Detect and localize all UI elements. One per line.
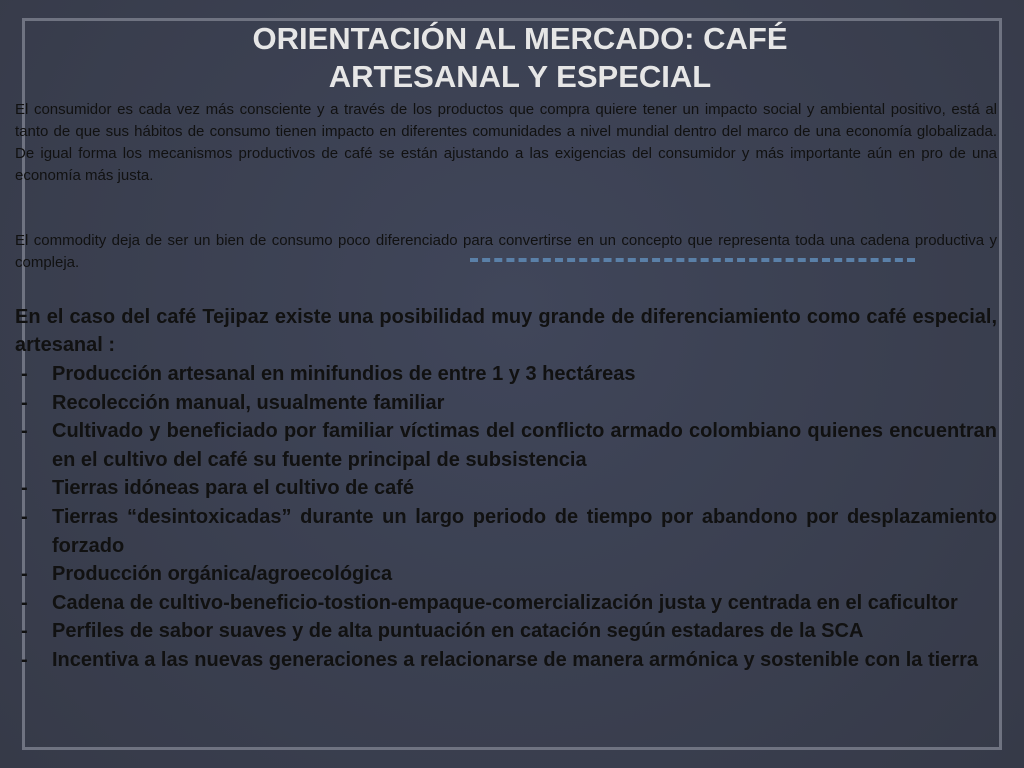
slide-title — [120, 20, 920, 96]
list-item — [15, 360, 997, 389]
paragraph-commodity: El commodity deja de ser un bien de consumo poco diferenciado para convertirse en un concepto que representa toda una cadena productiva y compleja. — [15, 232, 997, 271]
list-item — [15, 503, 997, 560]
list-item-text: Producción orgánica/agroecológica — [52, 563, 393, 586]
list-item-text: Incentiva a las nuevas generaciones a relacionarse de manera armónica y sostenible con la tierra — [52, 648, 978, 671]
list-item — [15, 474, 997, 503]
list-item-text: Tierras idóneas para el cultivo de café — [52, 477, 415, 500]
list-item — [15, 560, 997, 589]
bullet-dash: - — [21, 620, 28, 643]
title-line-2: ARTESANAL Y ESPECIAL — [328, 59, 712, 94]
bullet-dash: - — [21, 563, 28, 586]
list-item — [15, 589, 997, 618]
title-line-1: ORIENTACIÓN AL MERCADO: CAFÉ — [252, 21, 788, 56]
bullet-dash: - — [21, 391, 28, 414]
list-item-text: Recolección manual, usualmente familiar — [52, 391, 445, 414]
bullet-dash: - — [21, 505, 28, 528]
list-item — [15, 617, 997, 646]
feature-list — [15, 360, 997, 675]
dashed-divider — [470, 258, 915, 262]
list-item-text: Cultivado y beneficiado por familiar víctimas del conflicto armado colombiano quienes encuentran en el cultivo del café su fuente principal de subsistencia — [52, 420, 997, 471]
list-item — [15, 417, 997, 474]
intro-heading: En el caso del café Tejipaz existe una posibilidad muy grande de diferenciamiento como café especial, artesanal : — [15, 306, 997, 356]
bullet-dash: - — [21, 591, 28, 614]
list-item-text: Perfiles de sabor suaves y de alta puntuación en catación según estadares de la SCA — [52, 620, 864, 643]
bullet-dash: - — [21, 648, 28, 671]
list-item-text: Tierras “desintoxicadas” durante un largo periodo de tiempo por abandono por desplazamiento forzado — [52, 505, 997, 557]
bullet-dash: - — [21, 363, 28, 385]
bullet-dash: - — [21, 477, 28, 500]
list-item-text: Cadena de cultivo-beneficio-tostion-empaque-comercialización justa y centrada en el caficultor — [52, 591, 958, 614]
bullet-dash: - — [21, 420, 28, 443]
list-item-text: Producción artesanal en minifundios de entre 1 y 3 hectáreas — [52, 363, 636, 385]
paragraph-consumer: El consumidor es cada vez más consciente y a través de los productos que compra quiere tener un impacto social y ambiental positivo, está al tanto de que sus hábitos de consumo tienen impacto en diferentes comunidades a nivel mundial dentro del marco de una economía globalizada. De igual forma los mecanismos productivos de café se están ajustando a las exigencias del consumidor y más importante aún en pro de una economía más justa. — [15, 101, 997, 184]
list-item — [15, 389, 997, 418]
list-item — [15, 646, 997, 675]
